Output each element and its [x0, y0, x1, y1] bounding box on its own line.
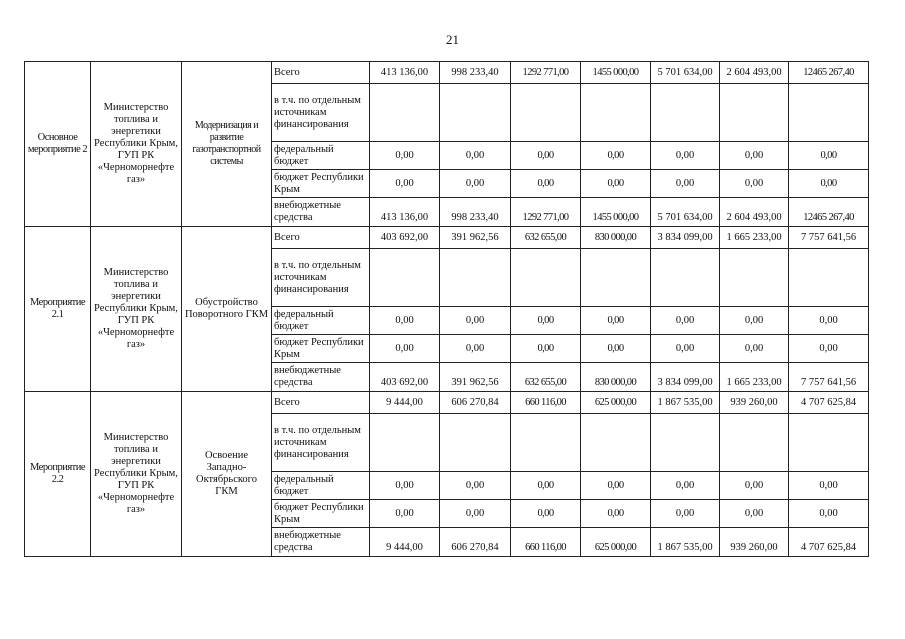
value-cell: 0,00 — [581, 500, 651, 528]
value-cell: 0,00 — [651, 170, 720, 198]
value-cell: 0,00 — [720, 142, 789, 170]
value-cell: 0,00 — [581, 307, 651, 335]
value-cell: 0,00 — [511, 472, 581, 500]
value-cell: 413 136,00 — [370, 198, 440, 227]
value-cell: 0,00 — [720, 500, 789, 528]
source-regional: бюджет Республики Крым — [272, 335, 370, 363]
value-cell: 0,00 — [370, 500, 440, 528]
executor-cell: Министерство топлива и энергетики Республики Крым, ГУП РК «Черноморнефте газ» — [91, 227, 182, 392]
source-federal: федеральный бюджет — [272, 307, 370, 335]
value-cell: 1 867 535,00 — [651, 392, 720, 414]
value-cell: 0,00 — [511, 335, 581, 363]
value-cell: 0,00 — [511, 142, 581, 170]
value-cell: 7 757 641,56 — [789, 363, 869, 392]
source-federal: федеральный бюджет — [272, 472, 370, 500]
value-cell: 403 692,00 — [370, 227, 440, 249]
value-cell: 632 655,00 — [511, 363, 581, 392]
value-cell: 0,00 — [511, 170, 581, 198]
value-cell: 0,00 — [581, 335, 651, 363]
table-row — [25, 62, 869, 84]
value-cell: 9 444,00 — [370, 528, 440, 557]
value-cell — [511, 249, 581, 307]
value-cell: 0,00 — [789, 335, 869, 363]
executor-cell: Министерство топлива и энергетики Республики Крым, ГУП РК «Черноморнефте газ» — [91, 392, 182, 557]
value-cell: 1292 771,00 — [511, 198, 581, 227]
value-cell: 4 707 625,84 — [789, 392, 869, 414]
value-cell: 0,00 — [511, 500, 581, 528]
value-cell — [581, 249, 651, 307]
value-cell: 998 233,40 — [440, 62, 511, 84]
value-cell: 0,00 — [440, 335, 511, 363]
value-cell: 0,00 — [370, 307, 440, 335]
value-cell: 0,00 — [789, 170, 869, 198]
value-cell: 4 707 625,84 — [789, 528, 869, 557]
value-cell: 7 757 641,56 — [789, 227, 869, 249]
value-cell: 403 692,00 — [370, 363, 440, 392]
value-cell: 0,00 — [440, 307, 511, 335]
value-cell: 0,00 — [370, 170, 440, 198]
value-cell: 3 834 099,00 — [651, 227, 720, 249]
value-cell: 0,00 — [440, 500, 511, 528]
value-cell: 0,00 — [789, 500, 869, 528]
value-cell: 0,00 — [651, 142, 720, 170]
object-cell: Обустройство Поворотного ГКМ — [182, 227, 272, 392]
value-cell: 2 604 493,00 — [720, 62, 789, 84]
source-total: Всего — [272, 227, 370, 249]
value-cell: 625 000,00 — [581, 392, 651, 414]
value-cell: 0,00 — [651, 500, 720, 528]
value-cell: 12465 267,40 — [789, 198, 869, 227]
value-cell: 5 701 634,00 — [651, 198, 720, 227]
value-cell — [720, 414, 789, 472]
source-extrabudget: внебюджетные средства — [272, 528, 370, 557]
value-cell — [651, 84, 720, 142]
table-row — [25, 392, 869, 414]
value-cell — [440, 414, 511, 472]
value-cell: 9 444,00 — [370, 392, 440, 414]
value-cell: 660 116,00 — [511, 392, 581, 414]
value-cell — [370, 249, 440, 307]
value-cell: 830 000,00 — [581, 227, 651, 249]
value-cell — [789, 414, 869, 472]
value-cell: 0,00 — [511, 307, 581, 335]
value-cell — [651, 249, 720, 307]
funding-table — [24, 61, 869, 557]
value-cell: 0,00 — [581, 472, 651, 500]
value-cell: 0,00 — [440, 142, 511, 170]
value-cell: 413 136,00 — [370, 62, 440, 84]
value-cell — [440, 84, 511, 142]
value-cell: 606 270,84 — [440, 528, 511, 557]
value-cell: 0,00 — [370, 142, 440, 170]
value-cell — [370, 414, 440, 472]
value-cell — [440, 249, 511, 307]
value-cell: 0,00 — [651, 335, 720, 363]
object-cell: Освоение Западно-Октябрьского ГКМ — [182, 392, 272, 557]
value-cell: 391 962,56 — [440, 363, 511, 392]
activity-name: Мероприятие 2.1 — [25, 227, 91, 392]
value-cell: 1455 000,00 — [581, 62, 651, 84]
value-cell: 998 233,40 — [440, 198, 511, 227]
value-cell: 606 270,84 — [440, 392, 511, 414]
value-cell — [511, 414, 581, 472]
value-cell: 1 867 535,00 — [651, 528, 720, 557]
object-cell: Модернизация и развитие газотранспортной системы — [182, 62, 272, 227]
value-cell: 0,00 — [720, 472, 789, 500]
source-breakdown: в т.ч. по отдельным источникам финансирования — [272, 414, 370, 472]
value-cell: 0,00 — [370, 472, 440, 500]
value-cell: 1 665 233,00 — [720, 227, 789, 249]
value-cell: 0,00 — [720, 307, 789, 335]
value-cell: 5 701 634,00 — [651, 62, 720, 84]
value-cell: 2 604 493,00 — [720, 198, 789, 227]
table-row — [25, 227, 869, 249]
value-cell: 660 116,00 — [511, 528, 581, 557]
source-breakdown: в т.ч. по отдельным источникам финансирования — [272, 84, 370, 142]
activity-name: Мероприятие 2.2 — [25, 392, 91, 557]
value-cell: 0,00 — [789, 142, 869, 170]
value-cell: 1292 771,00 — [511, 62, 581, 84]
value-cell — [789, 84, 869, 142]
value-cell: 0,00 — [581, 170, 651, 198]
page-number: 21 — [446, 32, 459, 47]
source-regional: бюджет Республики Крым — [272, 500, 370, 528]
value-cell: 939 260,00 — [720, 528, 789, 557]
value-cell: 1455 000,00 — [581, 198, 651, 227]
value-cell — [789, 249, 869, 307]
value-cell: 0,00 — [789, 472, 869, 500]
value-cell — [720, 84, 789, 142]
value-cell: 0,00 — [440, 170, 511, 198]
value-cell — [581, 414, 651, 472]
value-cell: 0,00 — [651, 307, 720, 335]
value-cell: 3 834 099,00 — [651, 363, 720, 392]
executor-cell: Министерство топлива и энергетики Республики Крым, ГУП РК «Черноморнефте газ» — [91, 62, 182, 227]
value-cell: 625 000,00 — [581, 528, 651, 557]
value-cell: 632 655,00 — [511, 227, 581, 249]
source-extrabudget: внебюджетные средства — [272, 198, 370, 227]
source-federal: федеральный бюджет — [272, 142, 370, 170]
value-cell: 1 665 233,00 — [720, 363, 789, 392]
value-cell: 0,00 — [720, 335, 789, 363]
value-cell — [651, 414, 720, 472]
value-cell: 830 000,00 — [581, 363, 651, 392]
source-total: Всего — [272, 392, 370, 414]
value-cell: 939 260,00 — [720, 392, 789, 414]
value-cell — [370, 84, 440, 142]
value-cell: 0,00 — [440, 472, 511, 500]
value-cell — [511, 84, 581, 142]
value-cell: 12465 267,40 — [789, 62, 869, 84]
source-regional: бюджет Республики Крым — [272, 170, 370, 198]
value-cell — [581, 84, 651, 142]
value-cell: 0,00 — [789, 307, 869, 335]
source-total: Всего — [272, 62, 370, 84]
value-cell: 0,00 — [720, 170, 789, 198]
value-cell — [720, 249, 789, 307]
value-cell: 0,00 — [581, 142, 651, 170]
source-extrabudget: внебюджетные средства — [272, 363, 370, 392]
value-cell: 391 962,56 — [440, 227, 511, 249]
value-cell: 0,00 — [651, 472, 720, 500]
source-breakdown: в т.ч. по отдельным источникам финансирования — [272, 249, 370, 307]
value-cell: 0,00 — [370, 335, 440, 363]
activity-name: Основное мероприятие 2 — [25, 62, 91, 227]
